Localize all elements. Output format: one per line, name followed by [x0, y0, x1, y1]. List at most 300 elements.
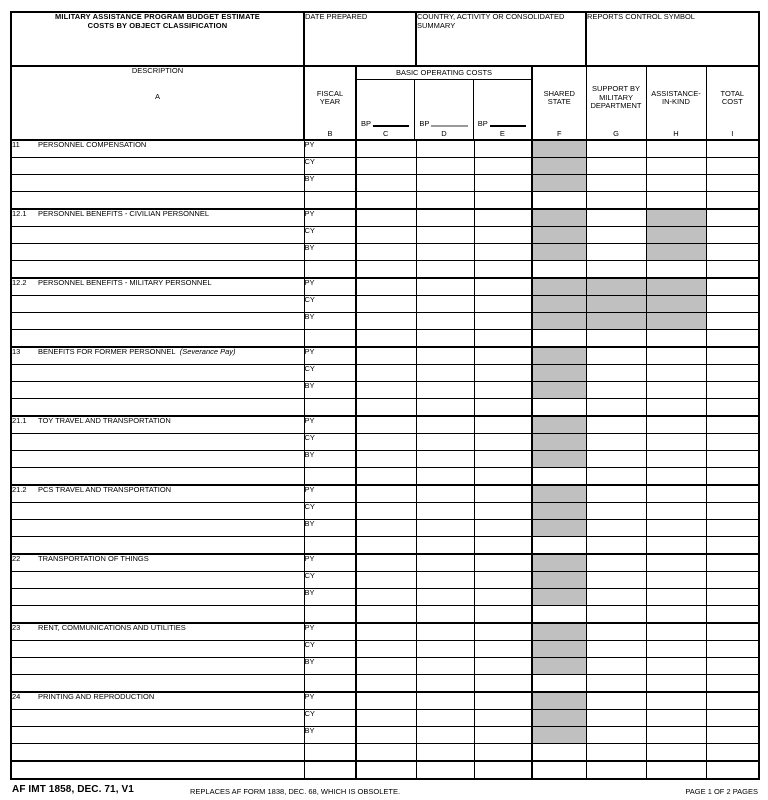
- value-cell-e[interactable]: [474, 434, 532, 451]
- value-cell-g[interactable]: [586, 140, 646, 158]
- value-cell-h[interactable]: [646, 399, 706, 417]
- table-row: [11, 761, 759, 779]
- value-cell-g[interactable]: [586, 158, 646, 175]
- value-cell-i[interactable]: [706, 641, 759, 658]
- bp-field-d[interactable]: [415, 120, 472, 128]
- value-cell-c[interactable]: [356, 572, 416, 589]
- value-cell-c[interactable]: [356, 296, 416, 313]
- table-row: [11, 347, 759, 365]
- value-cell-h[interactable]: [646, 192, 706, 210]
- value-cell-f[interactable]: [532, 537, 586, 555]
- value-cell-i[interactable]: [706, 209, 759, 227]
- value-cell-h[interactable]: [646, 623, 706, 641]
- value-cell-h[interactable]: [646, 520, 706, 537]
- value-cell-e[interactable]: [474, 451, 532, 468]
- description-cell[interactable]: [11, 675, 304, 693]
- value-cell-e[interactable]: [474, 744, 532, 762]
- value-cell-c[interactable]: [356, 209, 416, 227]
- value-cell-c[interactable]: [356, 589, 416, 606]
- value-cell-i[interactable]: [706, 227, 759, 244]
- value-cell-h[interactable]: [646, 554, 706, 572]
- value-cell-h[interactable]: [646, 261, 706, 279]
- value-cell-i[interactable]: [706, 347, 759, 365]
- column-header-support-letter: G: [613, 129, 619, 139]
- value-cell-i[interactable]: [706, 451, 759, 468]
- value-cell-d[interactable]: [416, 140, 474, 158]
- value-cell-e[interactable]: [474, 261, 532, 279]
- value-cell-c[interactable]: [356, 158, 416, 175]
- fiscal-year-cell: PY: [304, 278, 356, 296]
- value-cell-f[interactable]: [532, 468, 586, 486]
- value-cell-d[interactable]: [416, 727, 474, 744]
- basic-operating-costs-subcolumns: [357, 80, 531, 139]
- value-cell-g[interactable]: [586, 434, 646, 451]
- description-cell[interactable]: [11, 313, 304, 330]
- value-cell-h[interactable]: [646, 365, 706, 382]
- value-cell-i[interactable]: [706, 244, 759, 261]
- description-cell[interactable]: [11, 710, 304, 727]
- value-cell-e[interactable]: [474, 761, 532, 779]
- value-cell-d[interactable]: [416, 227, 474, 244]
- value-cell-g[interactable]: [586, 175, 646, 192]
- value-cell-c[interactable]: [356, 416, 416, 434]
- value-cell-h[interactable]: [646, 503, 706, 520]
- description-cell[interactable]: [11, 572, 304, 589]
- description-cell[interactable]: [11, 468, 304, 486]
- value-cell-e[interactable]: [474, 589, 532, 606]
- date-prepared-label: DATE PREPARED: [305, 12, 368, 21]
- description-cell[interactable]: [11, 296, 304, 313]
- value-cell-d[interactable]: [416, 278, 474, 296]
- value-cell-h[interactable]: [646, 675, 706, 693]
- value-cell-d[interactable]: [416, 313, 474, 330]
- fiscal-year-cell: PY: [304, 140, 356, 158]
- value-cell-c[interactable]: [356, 140, 416, 158]
- value-cell-d[interactable]: [416, 347, 474, 365]
- value-cell-c[interactable]: [356, 537, 416, 555]
- value-cell-g[interactable]: [586, 468, 646, 486]
- value-cell-d[interactable]: [416, 503, 474, 520]
- value-cell-i[interactable]: [706, 761, 759, 779]
- bp-field-c[interactable]: [357, 120, 414, 128]
- bp-field-e[interactable]: [474, 120, 531, 128]
- fiscal-year-cell: BY: [304, 313, 356, 330]
- description-cell[interactable]: [11, 244, 304, 261]
- value-cell-i[interactable]: [706, 675, 759, 693]
- value-cell-g[interactable]: [586, 623, 646, 641]
- value-cell-d[interactable]: [416, 399, 474, 417]
- value-cell-c[interactable]: [356, 503, 416, 520]
- description-cell[interactable]: [11, 727, 304, 744]
- value-cell-c[interactable]: [356, 692, 416, 710]
- value-cell-g[interactable]: [586, 692, 646, 710]
- value-cell-h[interactable]: [646, 727, 706, 744]
- value-cell-i[interactable]: [706, 623, 759, 641]
- value-cell-f[interactable]: [532, 744, 586, 762]
- value-cell-h[interactable]: [646, 606, 706, 624]
- value-cell-i[interactable]: [706, 278, 759, 296]
- value-cell-d[interactable]: [416, 485, 474, 503]
- description-cell[interactable]: [11, 434, 304, 451]
- value-cell-c[interactable]: [356, 675, 416, 693]
- value-cell-g[interactable]: [586, 227, 646, 244]
- value-cell-f[interactable]: [532, 399, 586, 417]
- value-cell-h[interactable]: [646, 434, 706, 451]
- value-cell-d[interactable]: [416, 692, 474, 710]
- description-cell[interactable]: [11, 606, 304, 624]
- table-row: [11, 503, 759, 520]
- value-cell-c[interactable]: [356, 485, 416, 503]
- value-cell-c[interactable]: [356, 244, 416, 261]
- value-cell-i[interactable]: [706, 434, 759, 451]
- value-cell-i[interactable]: [706, 416, 759, 434]
- fiscal-year-cell: BY: [304, 175, 356, 192]
- value-cell-d[interactable]: [416, 209, 474, 227]
- value-cell-i[interactable]: [706, 175, 759, 192]
- value-cell-g[interactable]: [586, 520, 646, 537]
- table-row: [11, 727, 759, 744]
- value-cell-g[interactable]: [586, 761, 646, 779]
- column-header-support-by-military-department: [586, 66, 646, 140]
- value-cell-i[interactable]: [706, 330, 759, 348]
- value-cell-f[interactable]: [532, 192, 586, 210]
- value-cell-c[interactable]: [356, 175, 416, 192]
- value-cell-f[interactable]: [532, 761, 586, 779]
- description-cell[interactable]: [11, 382, 304, 399]
- boc-subcolumn-d: [415, 80, 473, 139]
- description-cell[interactable]: [11, 537, 304, 555]
- value-cell-e[interactable]: [474, 365, 532, 382]
- fiscal-year-cell: PY: [304, 485, 356, 503]
- value-cell-e[interactable]: [474, 313, 532, 330]
- value-cell-d[interactable]: [416, 572, 474, 589]
- value-cell-i[interactable]: [706, 503, 759, 520]
- value-cell-e[interactable]: [474, 140, 532, 158]
- table-row: [11, 485, 759, 503]
- value-cell-c[interactable]: [356, 192, 416, 210]
- value-cell-g[interactable]: [586, 382, 646, 399]
- value-cell-h[interactable]: [646, 658, 706, 675]
- value-cell-h[interactable]: [646, 382, 706, 399]
- value-cell-g[interactable]: [586, 192, 646, 210]
- description-cell[interactable]: [11, 175, 304, 192]
- value-cell-d[interactable]: [416, 451, 474, 468]
- value-cell-c[interactable]: [356, 468, 416, 486]
- description-cell[interactable]: [11, 503, 304, 520]
- bp-rule-d[interactable]: [431, 125, 467, 127]
- value-cell-h[interactable]: [646, 140, 706, 158]
- value-cell-d[interactable]: [416, 623, 474, 641]
- value-cell-d[interactable]: [416, 158, 474, 175]
- value-cell-g[interactable]: [586, 606, 646, 624]
- description-cell[interactable]: [11, 658, 304, 675]
- value-cell-c[interactable]: [356, 313, 416, 330]
- value-cell-e[interactable]: [474, 209, 532, 227]
- value-cell-e[interactable]: [474, 503, 532, 520]
- value-cell-i[interactable]: [706, 313, 759, 330]
- value-cell-e[interactable]: [474, 244, 532, 261]
- date-prepared-field[interactable]: [304, 12, 416, 66]
- value-cell-i[interactable]: [706, 520, 759, 537]
- value-cell-c[interactable]: [356, 399, 416, 417]
- value-cell-g[interactable]: [586, 365, 646, 382]
- value-cell-i[interactable]: [706, 296, 759, 313]
- value-cell-e[interactable]: [474, 468, 532, 486]
- value-cell-e[interactable]: [474, 192, 532, 210]
- value-cell-g[interactable]: [586, 209, 646, 227]
- value-cell-f[interactable]: [532, 261, 586, 279]
- column-header-total-cost-letter: I: [731, 129, 734, 139]
- value-cell-e[interactable]: [474, 296, 532, 313]
- value-cell-g[interactable]: [586, 451, 646, 468]
- value-cell-g[interactable]: [586, 503, 646, 520]
- value-cell-g[interactable]: [586, 261, 646, 279]
- value-cell-e[interactable]: [474, 572, 532, 589]
- fiscal-year-cell: [304, 192, 356, 210]
- value-cell-d[interactable]: [416, 416, 474, 434]
- value-cell-f: [532, 416, 586, 434]
- value-cell-h[interactable]: [646, 710, 706, 727]
- bp-rule-e[interactable]: [490, 125, 526, 127]
- value-cell-d[interactable]: [416, 589, 474, 606]
- value-cell-i[interactable]: [706, 692, 759, 710]
- value-cell-d[interactable]: [416, 261, 474, 279]
- value-cell-c[interactable]: [356, 227, 416, 244]
- value-cell-h[interactable]: [646, 468, 706, 486]
- value-cell-d[interactable]: [416, 658, 474, 675]
- description-cell[interactable]: [11, 744, 304, 762]
- value-cell-e[interactable]: [474, 727, 532, 744]
- value-cell-f: [532, 227, 586, 244]
- value-cell-f[interactable]: [532, 606, 586, 624]
- value-cell-g[interactable]: [586, 727, 646, 744]
- description-cell[interactable]: [11, 399, 304, 417]
- value-cell-g[interactable]: [586, 658, 646, 675]
- value-cell-f: [532, 175, 586, 192]
- column-header-assistance-line1: ASSISTANCE-: [651, 88, 701, 98]
- value-cell-h[interactable]: [646, 692, 706, 710]
- value-cell-i[interactable]: [706, 399, 759, 417]
- value-cell-i[interactable]: [706, 606, 759, 624]
- value-cell-e[interactable]: [474, 710, 532, 727]
- value-cell-c[interactable]: [356, 365, 416, 382]
- value-cell-f[interactable]: [532, 675, 586, 693]
- table-row: [11, 520, 759, 537]
- value-cell-h[interactable]: [646, 451, 706, 468]
- value-cell-g[interactable]: [586, 710, 646, 727]
- country-activity-label-line1: COUNTRY, ACTIVITY OR CONSOLIDATED: [417, 12, 565, 21]
- value-cell-e[interactable]: [474, 641, 532, 658]
- value-cell-d[interactable]: [416, 244, 474, 261]
- value-cell-e[interactable]: [474, 658, 532, 675]
- value-cell-h[interactable]: [646, 347, 706, 365]
- value-cell-c[interactable]: [356, 451, 416, 468]
- value-cell-h[interactable]: [646, 158, 706, 175]
- value-cell-h[interactable]: [646, 572, 706, 589]
- value-cell-e[interactable]: [474, 537, 532, 555]
- description-cell[interactable]: [11, 451, 304, 468]
- value-cell-i[interactable]: [706, 261, 759, 279]
- value-cell-i[interactable]: [706, 192, 759, 210]
- value-cell-d[interactable]: [416, 330, 474, 348]
- column-header-fiscal-year: [304, 66, 356, 140]
- value-cell-c[interactable]: [356, 554, 416, 572]
- value-cell-d[interactable]: [416, 175, 474, 192]
- value-cell-g[interactable]: [586, 347, 646, 365]
- value-cell-c[interactable]: [356, 278, 416, 296]
- value-cell-e[interactable]: [474, 416, 532, 434]
- value-cell-c[interactable]: [356, 710, 416, 727]
- value-cell-e[interactable]: [474, 692, 532, 710]
- value-cell-g[interactable]: [586, 554, 646, 572]
- fiscal-year-cell: BY: [304, 244, 356, 261]
- value-cell-i[interactable]: [706, 158, 759, 175]
- value-cell-h[interactable]: [646, 744, 706, 762]
- value-cell-d[interactable]: [416, 192, 474, 210]
- value-cell-e[interactable]: [474, 347, 532, 365]
- value-cell-i[interactable]: [706, 554, 759, 572]
- value-cell-g[interactable]: [586, 485, 646, 503]
- value-cell-g[interactable]: [586, 675, 646, 693]
- value-cell-h[interactable]: [646, 761, 706, 779]
- value-cell-c[interactable]: [356, 347, 416, 365]
- value-cell-f: [532, 313, 586, 330]
- value-cell-e[interactable]: [474, 175, 532, 192]
- value-cell-c[interactable]: [356, 727, 416, 744]
- value-cell-h[interactable]: [646, 641, 706, 658]
- country-activity-field[interactable]: [416, 12, 586, 66]
- value-cell-g[interactable]: [586, 399, 646, 417]
- value-cell-i[interactable]: [706, 485, 759, 503]
- value-cell-c[interactable]: [356, 434, 416, 451]
- section-number: 12.1: [12, 209, 27, 218]
- value-cell-g[interactable]: [586, 244, 646, 261]
- value-cell-i[interactable]: [706, 710, 759, 727]
- value-cell-d[interactable]: [416, 761, 474, 779]
- fiscal-year-cell: BY: [304, 589, 356, 606]
- value-cell-c[interactable]: [356, 330, 416, 348]
- value-cell-h[interactable]: [646, 589, 706, 606]
- value-cell-i[interactable]: [706, 572, 759, 589]
- form-title-line1: MILITARY ASSISTANCE PROGRAM BUDGET ESTIMATE: [55, 12, 260, 21]
- value-cell-d[interactable]: [416, 468, 474, 486]
- description-cell[interactable]: [11, 520, 304, 537]
- value-cell-d[interactable]: [416, 434, 474, 451]
- value-cell-c[interactable]: [356, 744, 416, 762]
- value-cell-c[interactable]: [356, 382, 416, 399]
- section-title: BENEFITS FOR FORMER PERSONNEL: [38, 347, 176, 356]
- section-title-cell: [11, 623, 304, 641]
- description-cell[interactable]: [11, 158, 304, 175]
- value-cell-f: [532, 158, 586, 175]
- value-cell-f[interactable]: [532, 330, 586, 348]
- value-cell-i[interactable]: [706, 744, 759, 762]
- value-cell-i[interactable]: [706, 382, 759, 399]
- value-cell-c[interactable]: [356, 658, 416, 675]
- value-cell-e[interactable]: [474, 382, 532, 399]
- value-cell-i[interactable]: [706, 537, 759, 555]
- value-cell-c[interactable]: [356, 623, 416, 641]
- value-cell-g[interactable]: [586, 416, 646, 434]
- value-cell-h[interactable]: [646, 175, 706, 192]
- value-cell-h[interactable]: [646, 485, 706, 503]
- value-cell-i[interactable]: [706, 468, 759, 486]
- fiscal-year-cell: [304, 261, 356, 279]
- value-cell-e[interactable]: [474, 675, 532, 693]
- value-cell-i[interactable]: [706, 658, 759, 675]
- value-cell-h: [646, 244, 706, 261]
- value-cell-d[interactable]: [416, 365, 474, 382]
- value-cell-d[interactable]: [416, 382, 474, 399]
- value-cell-i[interactable]: [706, 140, 759, 158]
- reports-control-symbol-field[interactable]: [586, 12, 759, 66]
- description-cell[interactable]: [11, 761, 304, 779]
- description-cell[interactable]: [11, 589, 304, 606]
- value-cell-h[interactable]: [646, 537, 706, 555]
- bp-rule-c[interactable]: [373, 125, 409, 127]
- value-cell-d[interactable]: [416, 520, 474, 537]
- value-cell-c[interactable]: [356, 606, 416, 624]
- value-cell-g[interactable]: [586, 537, 646, 555]
- value-cell-e[interactable]: [474, 278, 532, 296]
- description-cell[interactable]: [11, 192, 304, 210]
- value-cell-c[interactable]: [356, 641, 416, 658]
- value-cell-g[interactable]: [586, 744, 646, 762]
- value-cell-g[interactable]: [586, 330, 646, 348]
- value-cell-i[interactable]: [706, 365, 759, 382]
- value-cell-e[interactable]: [474, 520, 532, 537]
- value-cell-d[interactable]: [416, 710, 474, 727]
- description-cell[interactable]: [11, 261, 304, 279]
- value-cell-d[interactable]: [416, 641, 474, 658]
- value-cell-f: [532, 347, 586, 365]
- value-cell-d[interactable]: [416, 744, 474, 762]
- description-cell[interactable]: [11, 641, 304, 658]
- value-cell-d[interactable]: [416, 675, 474, 693]
- value-cell-d[interactable]: [416, 296, 474, 313]
- value-cell-e[interactable]: [474, 554, 532, 572]
- column-header-row: [11, 66, 759, 140]
- section-title: TRANSPORTATION OF THINGS: [38, 554, 149, 563]
- value-cell-c[interactable]: [356, 261, 416, 279]
- value-cell-g[interactable]: [586, 589, 646, 606]
- value-cell-e[interactable]: [474, 485, 532, 503]
- description-cell[interactable]: [11, 365, 304, 382]
- value-cell-e[interactable]: [474, 158, 532, 175]
- value-cell-e[interactable]: [474, 623, 532, 641]
- description-cell[interactable]: [11, 330, 304, 348]
- description-cell[interactable]: [11, 227, 304, 244]
- value-cell-i[interactable]: [706, 727, 759, 744]
- value-cell-e[interactable]: [474, 606, 532, 624]
- value-cell-e[interactable]: [474, 399, 532, 417]
- value-cell-h[interactable]: [646, 416, 706, 434]
- value-cell-g[interactable]: [586, 572, 646, 589]
- value-cell-e[interactable]: [474, 227, 532, 244]
- value-cell-c[interactable]: [356, 520, 416, 537]
- value-cell-d[interactable]: [416, 606, 474, 624]
- value-cell-d[interactable]: [416, 554, 474, 572]
- value-cell-e[interactable]: [474, 330, 532, 348]
- value-cell-g[interactable]: [586, 641, 646, 658]
- section-title-cell: [11, 209, 304, 227]
- value-cell-i[interactable]: [706, 589, 759, 606]
- section-title: TOY TRAVEL AND TRANSPORTATION: [38, 416, 171, 425]
- fiscal-year-cell: CY: [304, 227, 356, 244]
- value-cell-c[interactable]: [356, 761, 416, 779]
- value-cell-d[interactable]: [416, 537, 474, 555]
- value-cell-h[interactable]: [646, 330, 706, 348]
